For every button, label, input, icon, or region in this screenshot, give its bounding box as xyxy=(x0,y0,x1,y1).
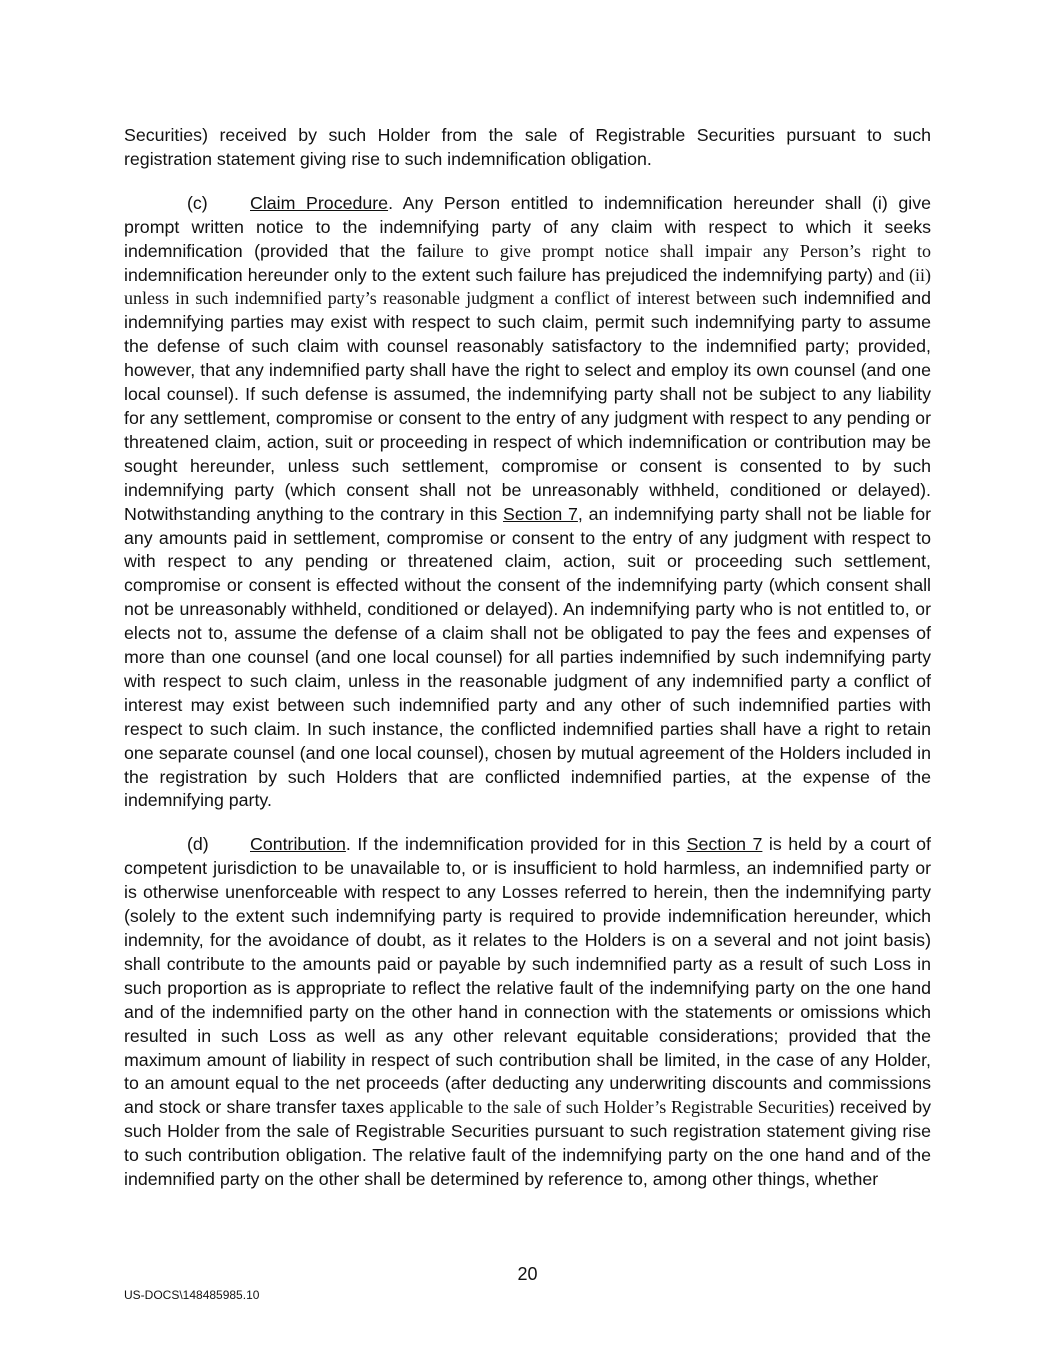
section-d-text-3: applicable to the sale of such Holder’s Registrable Securities xyxy=(389,1097,829,1118)
section-d-heading: Contribution xyxy=(250,834,346,855)
section-c-heading: Claim Procedure xyxy=(250,192,389,213)
section-d-text-2: is held by a court of competent jurisdiction to be unavailable to, or is insufficient to hold harmless, an indemnified party or is otherwise unenforceable with respect to any Losses referred to herein, then the indemnifying party (solely to the extent such indemnifying party is required to provide indemnification hereunder, which indemnity, for the avoidance of doubt, as it relates to the Holders is on a several and not joint basis) shall contribute to the amounts paid or payable by such indemnified party as a result of such Loss in such proportion as is appropriate to reflect the relative fault of the indemnifying party on the one hand and of the indemnified party on the other hand in connection with the statements or omissions which resulted in such Loss as well as any other relevant equitable considerations; provided that the maximum amount of liability in respect of such contribution shall be limited, in the case of any Holder, to an amount equal to the net proceeds (after deducting any underwriting discounts and commissions and stock or share transfer taxes xyxy=(124,834,931,1118)
section-c-text-3: indemnification hereunder only to the extent such failure has prejudiced the indemnifying party) xyxy=(124,264,879,285)
section-c-text-4: and (ii) unless in such indemnified party’s reasonable judgment a conflict of interest between su xyxy=(124,264,931,309)
document-page xyxy=(124,124,931,1192)
section-d-text-1: . If the indemnification provided for in this xyxy=(345,834,687,855)
section-d-number: (d) xyxy=(187,834,209,855)
section-c-section-ref: Section 7 xyxy=(503,503,578,524)
section-c-paragraph xyxy=(124,192,931,814)
section-c-text-5: ch indemnified and indemnifying parties may exist with respect to such claim, permit such indemnifying party to assume the defense of such claim with counsel reasonably satisfactory to the indemnified party; provided, however, that any indemnified party shall have the right to select and employ its own counsel (and one local counsel). If such defense is assumed, the indemnifying party shall not be subject to any liability for any settlement, compromise or consent to the entry of any judgment with respect to any pending or threatened claim, action, suit or proceeding in respect of which indemnification or contribution may be sought hereunder, unless such settlement, compromise or consent is consented to by such indemnifying party (which consent shall not be unreasonably withheld, conditioned or delayed). Notwithstanding anything to the contrary in this xyxy=(124,288,932,524)
section-c-text-1: . Any Person entitled to indemnification hereunder shall (i) give prompt written notice to the indemnifying party of any claim with respect to which it seeks indemnification (provided that the fai xyxy=(124,192,931,261)
continuation-paragraph xyxy=(124,124,931,172)
continuation-text: Securities) received by such Holder from the sale of Registrable Securities pursuant to such registration statement giving rise to such indemnification obligation. xyxy=(124,125,931,169)
section-c-text-6: , an indemnifying party shall not be liable for any amounts paid in settlement, compromise or consent to the entry of any judgment with respect to with respect to any pending or threatened claim, action, suit or proceeding such settlement, compromise or consent is effected without the consent of the indemnifying party (which consent shall not be unreasonably withheld, conditioned or delayed). An indemnifying party who is not entitled to, or elects not to, assume the defense of a claim shall not be obligated to pay the fees and expenses of more than one counsel (and one local counsel) for all parties indemnified by such indemnifying party with respect to such claim, unless in the reasonable judgment of any indemnified party a conflict of interest may exist between such indemnified party and any other of such indemnified parties with respect to such claim. In such instance, the conflicted indemnified parties shall have a right to retain one separate counsel (and one local counsel), chosen by mutual agreement of the Holders included in the registration by such Holders that are conflicted indemnified parties, at the expense of the indemnifying party. xyxy=(124,503,932,811)
section-c-text-2: lure to give prompt notice shall impair any Person’s right to xyxy=(435,240,931,261)
section-d-section-ref: Section 7 xyxy=(686,834,763,855)
section-c-number: (c) xyxy=(187,192,208,213)
section-d-text-4: ) received by such Holder from the sale of Registrable Securities pursuant to such registration statement giving rise to such contribution obligation. The relative fault of the indemnifying party on the one hand and of the indemnified party on the other shall be determined by reference to, among other things, whether xyxy=(124,1097,931,1190)
page-number: 20 xyxy=(517,1264,538,1284)
section-d-paragraph xyxy=(124,833,931,1192)
document-id: US-DOCS\148485985.10 xyxy=(124,1288,260,1302)
